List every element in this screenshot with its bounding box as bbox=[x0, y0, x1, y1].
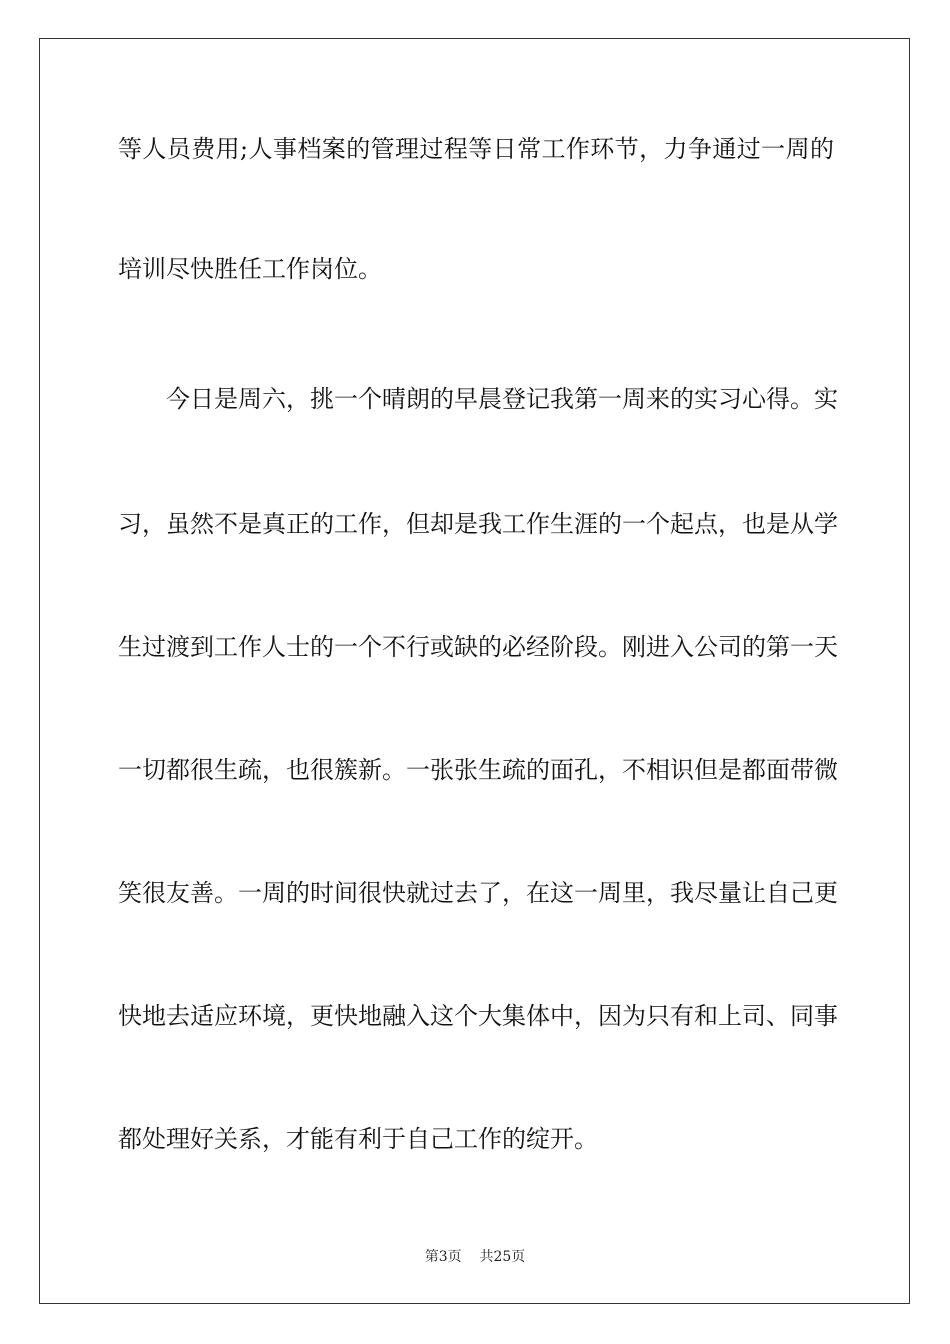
page-footer bbox=[0, 1246, 950, 1266]
page-number: 第3页 bbox=[424, 1249, 462, 1265]
text-line: 等人员费用;人事档案的管理过程等日常工作环节，力争通过一周的 bbox=[118, 135, 834, 163]
text-line: 快地去适应环境，更快地融入这个大集体中，因为只有和上司、同事 bbox=[118, 1002, 838, 1030]
text-line: 习，虽然不是真正的工作，但却是我工作生涯的一个起点，也是从学 bbox=[118, 510, 838, 538]
page-total: 共25页 bbox=[479, 1249, 526, 1265]
text-line: 培训尽快胜任工作岗位。 bbox=[118, 255, 382, 283]
text-line: 笑很友善。一周的时间很快就过去了，在这一周里，我尽量让自己更 bbox=[118, 879, 838, 907]
text-line: 一切都很生疏，也很簇新。一张张生疏的面孔，不相识但是都面带微 bbox=[118, 756, 838, 784]
text-line: 都处理好关系，才能有利于自己工作的绽开。 bbox=[118, 1125, 598, 1153]
text-line: 今日是周六，挑一个晴朗的早晨登记我第一周来的实习心得。实 bbox=[118, 385, 838, 413]
text-line: 生过渡到工作人士的一个不行或缺的必经阶段。刚进入公司的第一天 bbox=[118, 633, 838, 661]
page-border bbox=[39, 38, 910, 1304]
